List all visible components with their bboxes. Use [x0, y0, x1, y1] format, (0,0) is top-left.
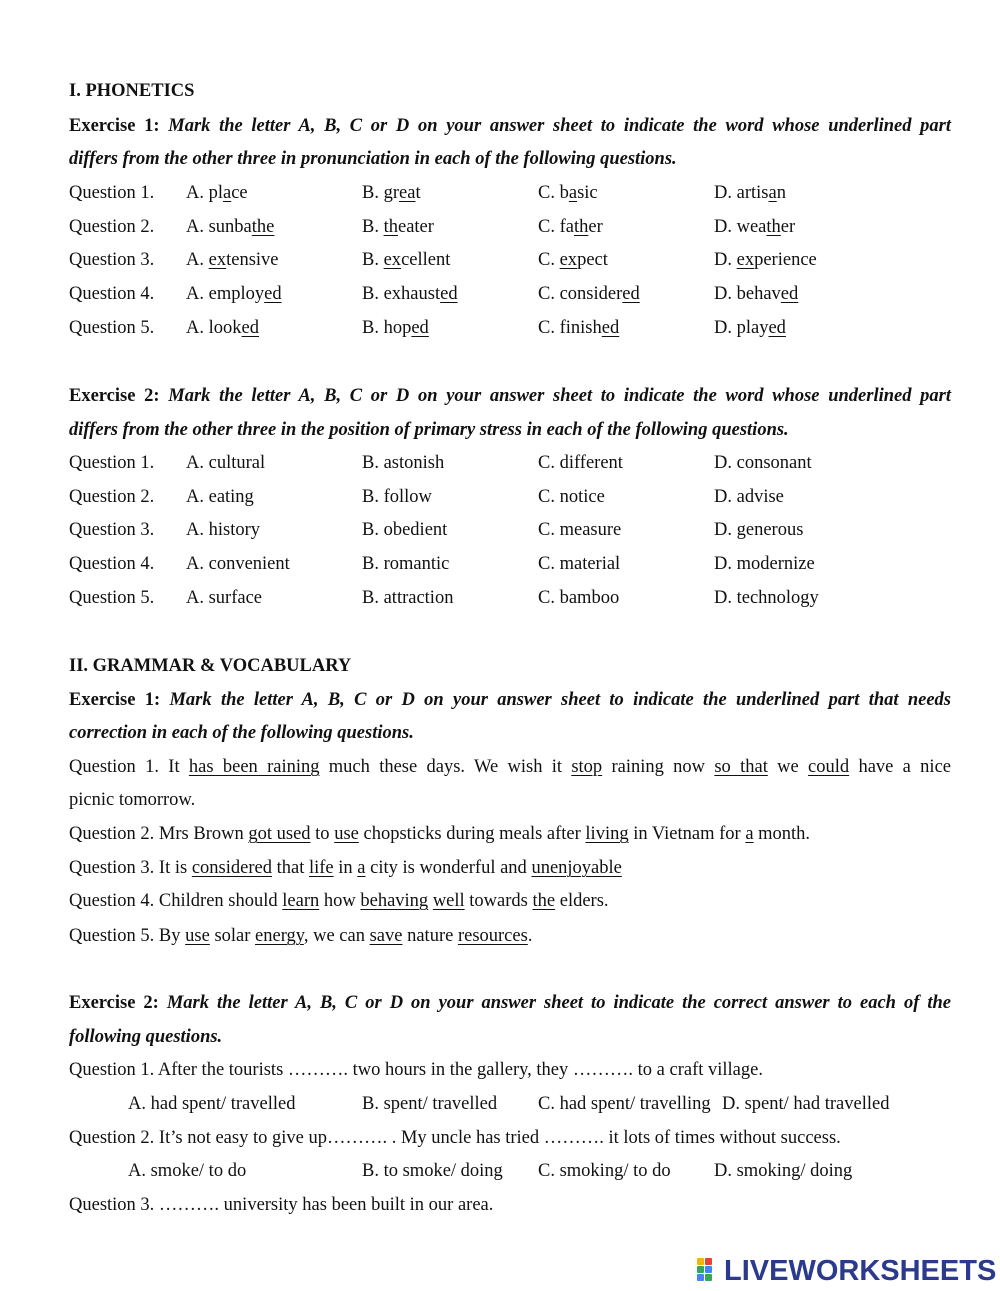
underlined-part[interactable]: save	[369, 926, 403, 946]
mc-question-3-stem: Question 3. ………. university has been built in our area.	[69, 1195, 494, 1215]
underlined-part[interactable]: could	[808, 757, 850, 777]
ex1-instruction-line2: differs from the other three in pronunciation in each of the following questions.	[69, 149, 677, 169]
underlined-part[interactable]: has been raining	[188, 757, 320, 777]
exercise-label: Exercise 1:	[69, 116, 160, 136]
option-b[interactable]: B. attraction	[362, 588, 454, 608]
option-c[interactable]: C. considered	[538, 284, 640, 304]
underlined-part[interactable]: stop	[571, 757, 603, 777]
question-row	[69, 519, 951, 541]
ex1-instruction-line1	[69, 689, 951, 711]
underlined-part[interactable]: use	[334, 824, 359, 844]
option-b[interactable]: B. great	[362, 183, 421, 203]
question-number: Question 4.	[69, 284, 155, 304]
underlined-part[interactable]: living	[585, 824, 629, 844]
option-a[interactable]: A. place	[186, 183, 248, 203]
option-c[interactable]: C. basic	[538, 183, 598, 203]
underlined-part[interactable]: got used	[248, 824, 311, 844]
question-number: Question 5.	[69, 318, 155, 338]
underlined-part[interactable]: use	[185, 926, 210, 946]
underlined-part[interactable]: resources	[457, 926, 528, 946]
underlined-part[interactable]: considered	[191, 858, 272, 878]
exercise-label: Exercise 2:	[69, 386, 160, 406]
exercise-instruction: Mark the letter A, B, C or D on your answer sheet to indicate the word whose underlined part	[168, 116, 951, 136]
underlined-part[interactable]: life	[308, 858, 334, 878]
section-title-grammar: II. GRAMMAR & VOCABULARY	[69, 656, 352, 676]
underlined-part[interactable]: learn	[282, 891, 320, 911]
option-a[interactable]: A. convenient	[186, 554, 290, 574]
liveworksheets-logo-icon	[697, 1258, 721, 1284]
exercise-label: Exercise 2:	[69, 993, 159, 1013]
ex1-instruction-line1	[69, 115, 951, 137]
question-row	[69, 249, 951, 271]
error-question-3: Question 3. It is considered that life in a city is wonderful and unenjoyable	[69, 858, 622, 878]
option-c[interactable]: C. different	[538, 453, 623, 473]
option-d[interactable]: D. artisan	[714, 183, 786, 203]
underlined-part[interactable]: a	[745, 824, 754, 844]
option-d[interactable]: D. smoking/ doing	[714, 1161, 853, 1181]
option-c[interactable]: C. notice	[538, 487, 605, 507]
underlined-part[interactable]: the	[532, 891, 556, 911]
question-number: Question 3.	[69, 250, 155, 270]
error-question-1-continued: picnic tomorrow.	[69, 790, 196, 810]
option-b[interactable]: B. obedient	[362, 520, 448, 540]
option-c[interactable]: C. smoking/ to do	[538, 1161, 671, 1181]
option-c[interactable]: C. bamboo	[538, 588, 620, 608]
option-d[interactable]: D. weather	[714, 217, 796, 237]
option-b[interactable]: B. exhausted	[362, 284, 458, 304]
option-c[interactable]: C. had spent/ travelling	[538, 1094, 711, 1114]
option-b[interactable]: B. astonish	[362, 453, 445, 473]
exercise-label: Exercise 1:	[69, 690, 161, 710]
error-question-4: Question 4. Children should learn how behaving well towards the elders.	[69, 891, 609, 911]
option-d[interactable]: D. experience	[714, 250, 817, 270]
option-b[interactable]: B. romantic	[362, 554, 450, 574]
liveworksheets-logo[interactable]	[697, 1256, 996, 1286]
option-b[interactable]: B. excellent	[362, 250, 451, 270]
option-a[interactable]: A. had spent/ travelled	[128, 1094, 296, 1114]
section-title-phonetics: I. PHONETICS	[69, 81, 195, 101]
exercise-instruction: Mark the letter A, B, C or D on your answer sheet to indicate the underlined part that needs	[169, 690, 952, 710]
question-number: Question 1.	[69, 453, 155, 473]
option-d[interactable]: D. spent/ had travelled	[722, 1094, 890, 1114]
error-question-5: Question 5. By use solar energy, we can save nature resources.	[69, 926, 533, 946]
question-row	[69, 182, 951, 204]
mc-question-1-options	[69, 1093, 951, 1115]
option-a[interactable]: A. eating	[186, 487, 254, 507]
question-number: Question 2.	[69, 217, 155, 237]
underlined-part[interactable]: energy	[255, 926, 304, 946]
option-c[interactable]: C. material	[538, 554, 621, 574]
option-a[interactable]: A. looked	[186, 318, 259, 338]
option-a[interactable]: A. smoke/ to do	[128, 1161, 247, 1181]
option-c[interactable]: C. father	[538, 217, 603, 237]
question-row	[69, 486, 951, 508]
option-a[interactable]: A. history	[186, 520, 260, 540]
option-d[interactable]: D. behaved	[714, 284, 799, 304]
question-row	[69, 317, 951, 339]
option-c[interactable]: C. expect	[538, 250, 608, 270]
ex2-instruction-line2: following questions.	[69, 1027, 223, 1047]
logo-wordmark: LIVEWORKSHEETS	[724, 1254, 997, 1287]
option-d[interactable]: D. modernize	[714, 554, 815, 574]
underlined-part[interactable]: so that	[714, 757, 768, 777]
question-number: Question 2.	[69, 487, 155, 507]
ex2-instruction-line2: differs from the other three in the position of primary stress in each of the following questions.	[69, 420, 789, 440]
question-row	[69, 553, 951, 575]
option-d[interactable]: D. generous	[714, 520, 804, 540]
option-b[interactable]: B. hoped	[362, 318, 429, 338]
mc-question-1-stem: Question 1. After the tourists ………. two hours in the gallery, they ………. to a craft village.	[69, 1060, 763, 1080]
question-number: Question 5.	[69, 588, 155, 608]
question-row	[69, 283, 951, 305]
option-c[interactable]: C. finished	[538, 318, 620, 338]
option-d[interactable]: D. technology	[714, 588, 819, 608]
option-d[interactable]: D. played	[714, 318, 786, 338]
underlined-part[interactable]: a	[357, 858, 366, 878]
option-b[interactable]: B. spent/ travelled	[362, 1094, 498, 1114]
ex2-instruction-line1	[69, 385, 951, 407]
exercise-instruction: Mark the letter A, B, C or D on your answer sheet to indicate the correct answer to each of the	[166, 993, 951, 1013]
option-b[interactable]: B. follow	[362, 487, 432, 507]
option-d[interactable]: D. consonant	[714, 453, 812, 473]
ex1-instruction-line2: correction in each of the following questions.	[69, 723, 414, 743]
underlined-part[interactable]: well	[432, 891, 465, 911]
error-question-2: Question 2. Mrs Brown got used to use chopsticks during meals after living in Vietnam for a month.	[69, 824, 811, 844]
error-question-1: Question 1. It has been raining much these days. We wish it stop raining now so that we could have a nice	[69, 757, 951, 777]
question-row	[69, 452, 951, 474]
question-number: Question 3.	[69, 520, 155, 540]
question-row	[69, 216, 951, 238]
question-number: Question 1.	[69, 183, 155, 203]
ex2-instruction-line1	[69, 992, 951, 1014]
option-c[interactable]: C. measure	[538, 520, 622, 540]
option-b[interactable]: B. theater	[362, 217, 434, 237]
option-a[interactable]: A. sunbathe	[186, 217, 275, 237]
option-d[interactable]: D. advise	[714, 487, 784, 507]
underlined-part[interactable]: behaving	[360, 891, 429, 911]
question-row	[69, 587, 951, 609]
option-a[interactable]: A. extensive	[186, 250, 279, 270]
option-a[interactable]: A. employed	[186, 284, 282, 304]
mc-question-2-stem: Question 2. It’s not easy to give up………. . My uncle has tried ………. it lots of times without success.	[69, 1128, 841, 1148]
question-number: Question 4.	[69, 554, 155, 574]
exercise-instruction: Mark the letter A, B, C or D on your answer sheet to indicate the word whose underlined part	[168, 386, 951, 406]
option-a[interactable]: A. cultural	[186, 453, 266, 473]
option-a[interactable]: A. surface	[186, 588, 263, 608]
option-b[interactable]: B. to smoke/ doing	[362, 1161, 503, 1181]
mc-question-2-options	[69, 1160, 951, 1182]
underlined-part[interactable]: unenjoyable	[531, 858, 622, 878]
